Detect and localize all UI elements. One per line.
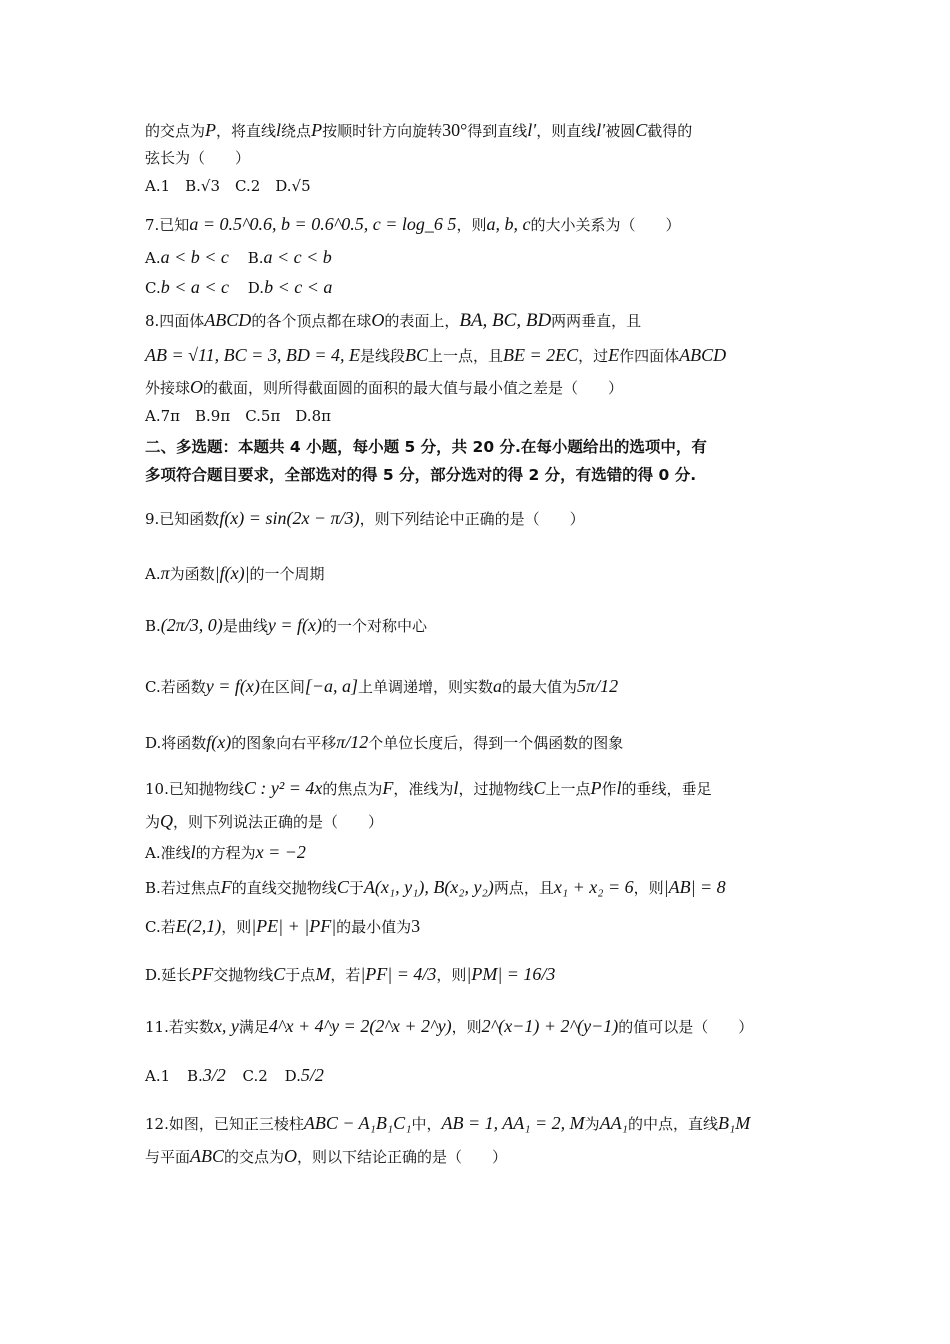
q12-text: 的中点，直线 (627, 1115, 718, 1133)
q9-text: ，则下列结论中正确的是（ ） (359, 510, 585, 528)
q7-opt-a-expr: a < b < c (160, 247, 229, 267)
q12-edge: AA₁ (599, 1113, 628, 1133)
q6-options: A.1 B.√3 C.2 D.√5 (145, 177, 311, 195)
q10-seg-pf: PF (191, 964, 214, 984)
q7-text: 的大小关系为（ ） (530, 216, 681, 234)
q9-text: 个单位长度后，得到一个偶函数的图象 (368, 734, 624, 752)
q8-text: 的各个顶点都在球 (251, 312, 372, 330)
q9-text: B. (145, 617, 161, 635)
q6-text: 被圆 (605, 122, 636, 140)
q9-max-value: 5π/12 (577, 676, 619, 696)
q10-text: 于点 (285, 966, 316, 984)
q10-line2 (145, 810, 383, 833)
q10-focus: F (382, 778, 394, 798)
q7-text: ，则 (456, 216, 487, 234)
q8-edges: BA, BC, BD (459, 310, 552, 331)
q12-text: 为 (584, 1115, 600, 1133)
q9-func: f(x) = sin(2x − π/3) (219, 508, 360, 528)
q8-ball: O (371, 310, 385, 330)
q10-text: ，则下列说法正确的是（ ） (173, 813, 384, 831)
q10-text: 作 (601, 780, 617, 798)
q8-line1 (145, 309, 641, 332)
q10-text: 于 (348, 879, 364, 897)
q11-vars: x, y (213, 1016, 239, 1036)
q10-sum-cond: x₁ + x₂ = 6 (553, 877, 634, 897)
q9-text: 在区间 (259, 678, 305, 696)
q10-curve: C : y² = 4x (243, 778, 323, 798)
q9-var-a: a (493, 676, 503, 696)
q9-func: y = f(x) (205, 676, 260, 696)
q10-point-e: E(2,1) (175, 916, 222, 936)
q10-text: 的焦点为 (322, 780, 383, 798)
q6-var-p: P (311, 120, 323, 140)
q6-var-l: l (276, 120, 282, 140)
q10-ab-length: |AB| = 8 (663, 877, 726, 897)
q9-text: D.将函数 (145, 734, 207, 752)
q6-line2: 弦长为（ ） (145, 149, 251, 167)
q10-pm-length: |PM| = 16/3 (466, 964, 556, 984)
q12-line1 (145, 1112, 750, 1135)
q9-text: 的图象向右平移 (231, 734, 337, 752)
q10-text: ，则 (436, 966, 467, 984)
q9-func: f(x) (206, 732, 232, 752)
q12-plane: ABC (190, 1146, 225, 1166)
q6-text: 得到直线 (467, 122, 528, 140)
q8-seg: BC (404, 345, 428, 365)
q8-tet: ABCD (204, 310, 252, 330)
q11-text: ，则 (451, 1018, 482, 1036)
q11-opt-b: B. (186, 1067, 203, 1085)
q9-opt-a (145, 562, 325, 585)
q9-curve: y = f(x) (267, 615, 322, 635)
q9-interval: [−a, a] (304, 676, 359, 696)
q9-center-point: (2π/3, 0) (160, 615, 223, 635)
q8-text: 作四面体 (619, 347, 680, 365)
q9-text: 是曲线 (222, 617, 268, 635)
q12-text: 12.如图，已知正三棱柱 (145, 1115, 304, 1133)
q10-text: A.准线 (145, 844, 191, 862)
q10-focus: F (220, 877, 232, 897)
q10-text: 的垂线，垂足 (621, 780, 712, 798)
q8-text: 外接球 (145, 379, 191, 397)
q8-text: 的表面上， (384, 312, 460, 330)
q11-opt-c: C.2 (242, 1067, 268, 1085)
q9-text: C.若函数 (145, 678, 206, 696)
q6-var-lprime: l′ (596, 120, 606, 140)
q8-options: A.7π B.9π C.5π D.8π (145, 407, 331, 425)
q10-var-c: C (336, 877, 349, 897)
q9-text: 的一个周期 (249, 565, 325, 583)
q6-text: 绕点 (281, 122, 312, 140)
q10-text: 10.已知抛物线 (145, 780, 244, 798)
q10-text: D.延长 (145, 966, 192, 984)
q9-stem (145, 507, 585, 530)
q10-line1 (145, 777, 712, 800)
q12-point-o: O (284, 1146, 298, 1166)
q10-opt-b (145, 876, 726, 899)
q8-cond: AB = √11, BC = 3, BD = 4, E (145, 345, 360, 365)
q6-text: ，将直线 (216, 122, 277, 140)
q7-stem (145, 213, 680, 236)
q11-options (145, 1064, 324, 1087)
q10-text: 的方程为 (195, 844, 256, 862)
q7-text: 7.已知 (145, 216, 190, 234)
q8-line2 (145, 344, 726, 367)
q10-text: 为 (145, 813, 161, 831)
section2-title-line1: 二、多选题：本题共 4 小题，每小题 5 分，共 20 分.在每小题给出的选项中，有 (145, 438, 707, 456)
q10-text: ，若 (330, 966, 361, 984)
q12-text: 的交点为 (224, 1148, 285, 1166)
q12-text: 中， (411, 1115, 442, 1133)
q12-line2 (145, 1145, 507, 1168)
q10-point-m: M (315, 964, 331, 984)
q10-text: B.若过焦点 (145, 879, 221, 897)
q11-condition: 4^x + 4^y = 2(2^x + 2^y) (268, 1016, 452, 1036)
q11-expression: 2^(x−1) + 2^(y−1) (481, 1016, 619, 1036)
q9-text: 9.已知函数 (145, 510, 220, 528)
q11-text: 满足 (238, 1018, 269, 1036)
q8-text: ，过 (578, 347, 609, 365)
q11-opt-d-value: 5/2 (300, 1065, 324, 1085)
q11-opt-d: D. (284, 1067, 301, 1085)
q6-var-lprime: l′ (527, 120, 537, 140)
q10-opt-c (145, 915, 420, 938)
q9-text: 上单调递增，则实数 (358, 678, 494, 696)
q11-stem (145, 1015, 753, 1038)
q8-ball: O (190, 377, 204, 397)
q10-points: A(x₁, y₁), B(x₂, y₂) (363, 877, 494, 897)
q6-angle: 30° (442, 120, 468, 140)
q7-opt-c-expr: b < a < c (160, 277, 230, 297)
q9-opt-c (145, 675, 618, 698)
q8-line3 (145, 376, 623, 399)
q7-options-cd (145, 276, 332, 299)
q10-var-p: P (590, 778, 602, 798)
q8-tet: ABCD (679, 345, 727, 365)
q6-text: 截得的 (647, 122, 693, 140)
q8-text: 的截面，则所得截面圆的面积的最大值与最小值之差是（ ） (203, 379, 624, 397)
q12-text: ，则以下结论正确的是（ ） (297, 1148, 508, 1166)
q6-line1 (145, 119, 692, 142)
q12-line: B₁M (717, 1113, 751, 1133)
q6-text: 的交点为 (145, 122, 206, 140)
q6-text: ，则直线 (536, 122, 597, 140)
q10-text: ，则 (221, 918, 252, 936)
q10-directrix: l (616, 778, 622, 798)
q6-var-c: C (635, 120, 648, 140)
q11-opt-b-value: 3/2 (202, 1065, 226, 1085)
q6-text: 按顺时针方向旋转 (322, 122, 443, 140)
q9-opt-d (145, 731, 623, 754)
q7-opt-a: A. (145, 249, 161, 267)
q10-var-c: C (533, 778, 546, 798)
q12-text: 与平面 (145, 1148, 191, 1166)
q10-directrix: l (190, 842, 196, 862)
q7-expr: a = 0.5^0.6, b = 0.6^0.5, c = log_6 5 (189, 214, 457, 234)
q9-pi: π (160, 563, 170, 583)
q10-var-q: Q (160, 811, 174, 831)
q11-text: 的值可以是（ ） (618, 1018, 754, 1036)
q11-opt-a: A.1 (145, 1067, 171, 1085)
q7-vars: a, b, c (486, 214, 531, 234)
q10-distance-sum: |PE| + |PF| (251, 916, 337, 936)
section2-title-line2: 多项符合题目要求，全部选对的得 5 分，部分选对的得 2 分，有选错的得 0 分. (145, 466, 697, 484)
q9-text: A. (145, 565, 161, 583)
q10-text: 的直线交抛物线 (231, 879, 337, 897)
q11-text: 11.若实数 (145, 1018, 214, 1036)
q8-text: 上一点，且 (428, 347, 504, 365)
q9-abs-f: |f(x)| (214, 563, 250, 583)
q8-pt-e: E (608, 345, 620, 365)
q10-min-value: 3 (411, 916, 421, 936)
q10-text: 交抛物线 (213, 966, 274, 984)
q10-text: C.若 (145, 918, 176, 936)
q9-text: 的一个对称中心 (321, 617, 427, 635)
q10-text: 两点，且 (493, 879, 554, 897)
q10-text: ，过抛物线 (458, 780, 534, 798)
q10-text: 的最小值为 (336, 918, 412, 936)
q9-shift: π/12 (336, 732, 369, 752)
q10-var-c: C (273, 964, 286, 984)
q8-text: 是线段 (359, 347, 405, 365)
q10-opt-d (145, 963, 555, 986)
q10-text: ，准线为 (393, 780, 454, 798)
q10-text: 上一点 (545, 780, 591, 798)
q8-text: 两两垂直，且 (551, 312, 642, 330)
q7-opt-b-expr: a < c < b (263, 247, 332, 267)
q9-text: 的最大值为 (502, 678, 578, 696)
q7-opt-d: D. (247, 279, 265, 297)
q12-cond: AB = 1, AA₁ = 2, M (441, 1113, 585, 1133)
q10-directrix: l (453, 778, 459, 798)
q12-prism: ABC − A₁B₁C₁ (303, 1113, 412, 1133)
q8-text: 8.四面体 (145, 312, 205, 330)
q7-opt-b: B. (247, 249, 264, 267)
q7-opt-c: C. (145, 279, 161, 297)
q9-opt-b (145, 614, 427, 637)
q10-text: ，则 (633, 879, 664, 897)
q10-opt-a (145, 841, 306, 864)
q7-opt-d-expr: b < c < a (264, 277, 333, 297)
q6-var-p: P (205, 120, 217, 140)
q10-equation: x = −2 (255, 842, 306, 862)
q9-text: 为函数 (169, 565, 215, 583)
q8-ratio: BE = 2EC (503, 345, 579, 365)
q7-options-ab (145, 246, 332, 269)
q10-pf-length: |PF| = 4/3 (360, 964, 437, 984)
